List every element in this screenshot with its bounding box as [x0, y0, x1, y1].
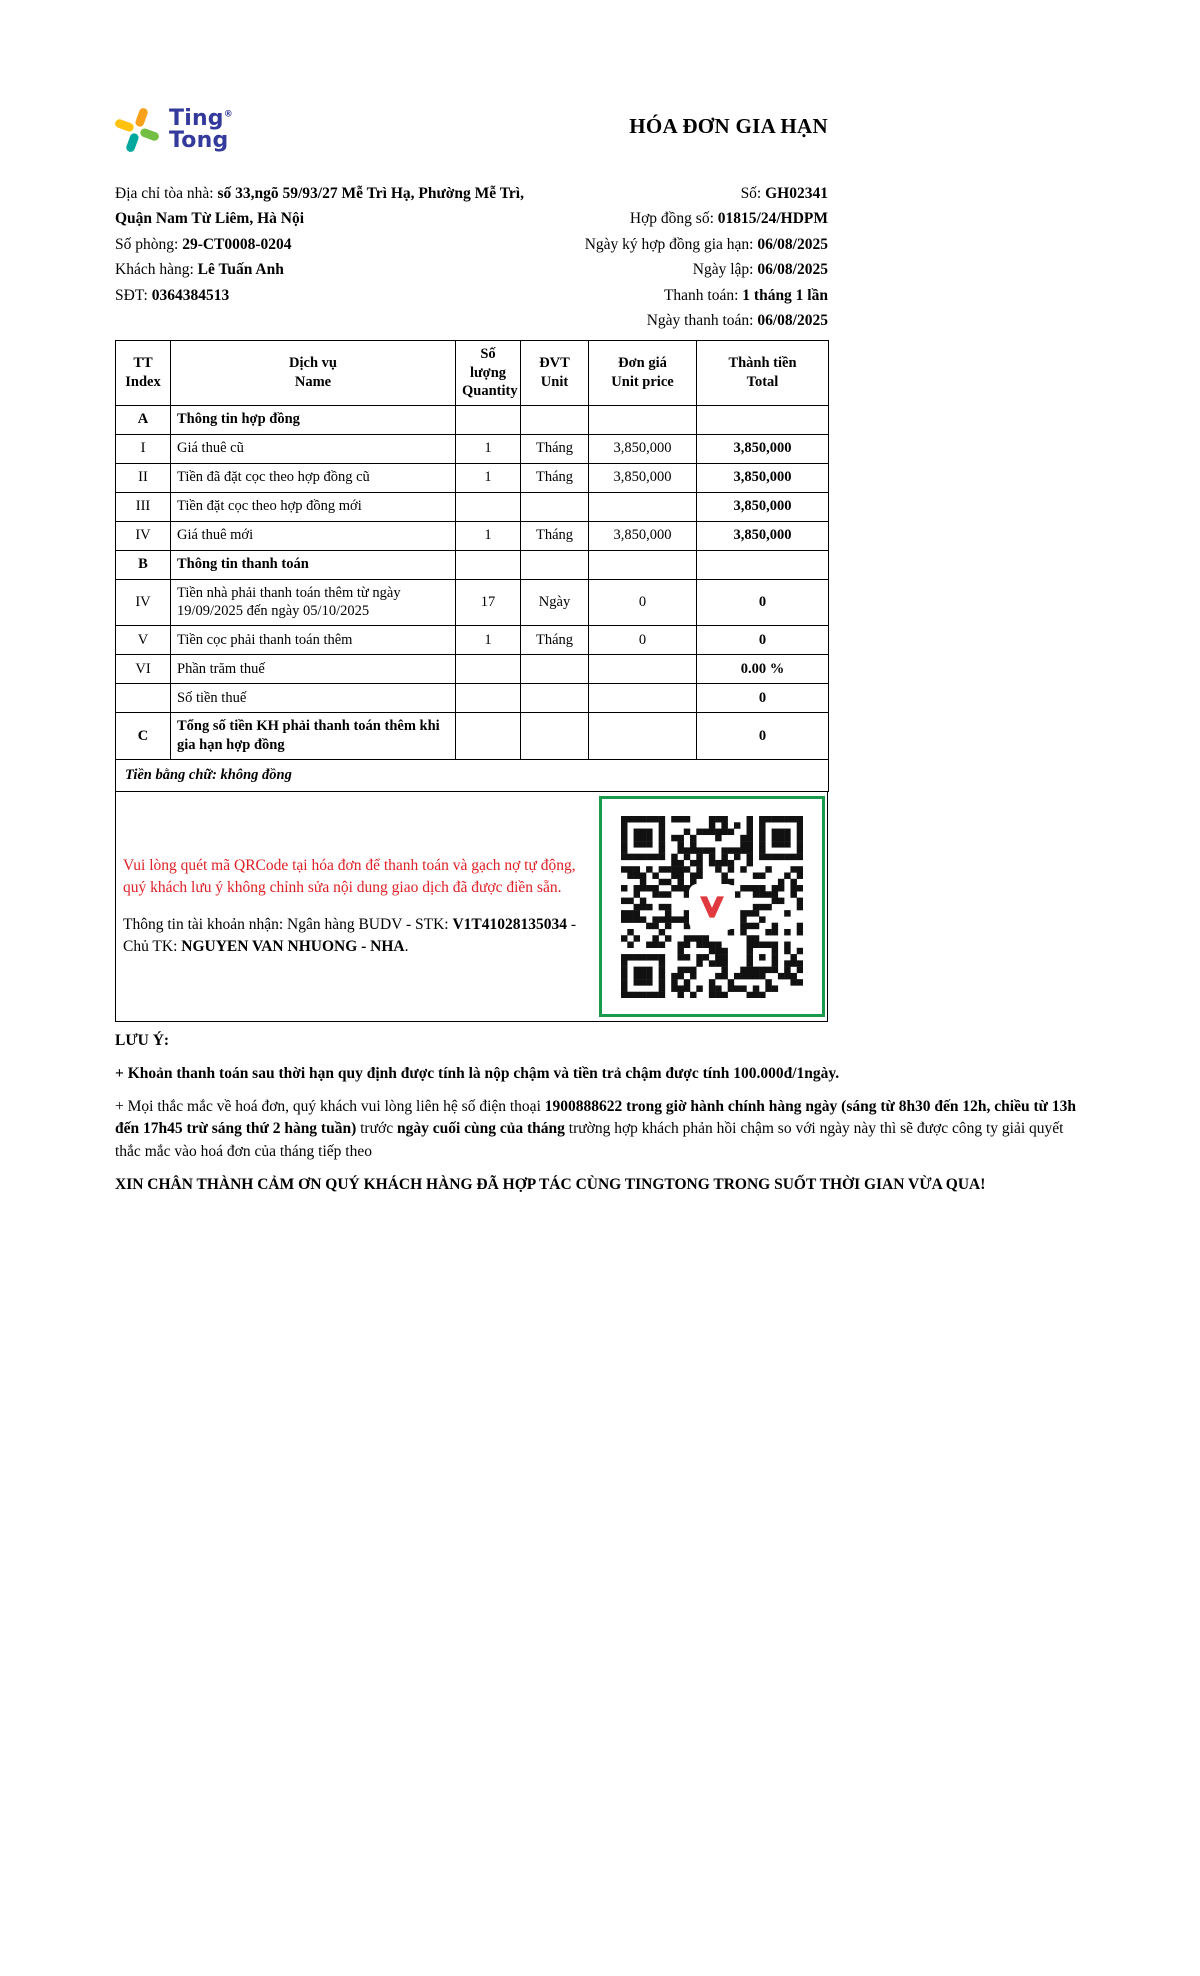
table-row: [116, 626, 829, 655]
cell-price: [589, 405, 697, 434]
cell-price: 3,850,000: [589, 434, 697, 463]
notes-section: [115, 1030, 1087, 1207]
vietqr-v-icon: [696, 891, 728, 923]
cell-unit: Tháng: [521, 434, 589, 463]
column-header: TT Index: [116, 341, 171, 406]
cell-name: Tiền nhà phải thanh toán thêm từ ngày 19/09/2025 đến ngày 05/10/2025: [171, 579, 456, 626]
info-line: Số: GH02341: [740, 185, 828, 202]
invoice-info-right: [115, 181, 828, 333]
cell-total: [697, 405, 829, 434]
cell-index: C: [116, 713, 171, 760]
cell-index: VI: [116, 655, 171, 684]
cell-total: 0: [697, 713, 829, 760]
cell-unit: [521, 713, 589, 760]
cell-name: Phần trăm thuế: [171, 655, 456, 684]
cell-qty: [456, 492, 521, 521]
cell-price: [589, 550, 697, 579]
qr-code-inner: [621, 816, 803, 998]
account-info: Thông tin tài khoản nhận: Ngân hàng BUDV - STK: V1T41028135034 - Chủ TK: NGUYEN VAN NHUONG - NHA.: [123, 915, 577, 955]
cell-name: Tiền đã đặt cọc theo hợp đồng cũ: [171, 463, 456, 492]
logo-word-tong: Tong: [169, 128, 229, 153]
cell-index: II: [116, 463, 171, 492]
cell-qty: [456, 684, 521, 713]
cell-qty: 17: [456, 579, 521, 626]
cell-total: 3,850,000: [697, 434, 829, 463]
invoice-main: [115, 340, 828, 1022]
column-header: Dịch vụ Name: [171, 341, 456, 406]
cell-qty: 1: [456, 434, 521, 463]
cell-total: 0: [697, 626, 829, 655]
cell-unit: [521, 655, 589, 684]
registered-mark: ®: [223, 109, 233, 120]
info-line: Ngày lập: 06/08/2025: [692, 261, 828, 279]
payment-instructions: [116, 845, 599, 969]
column-header: Số lượng Quantity: [456, 341, 521, 406]
closing-thanks: XIN CHÂN THÀNH CẢM ƠN QUÝ KHÁCH HÀNG ĐÃ HỢP TÁC CÙNG TINGTONG TRONG SUỐT THỜI GIAN VỪA QUA!: [115, 1175, 986, 1193]
table-row: [116, 405, 829, 434]
cell-index: III: [116, 492, 171, 521]
amount-in-words: Tiền bằng chữ: không đồng: [116, 760, 829, 792]
cell-unit: [521, 492, 589, 521]
cell-index: V: [116, 626, 171, 655]
invoice-table-header-row: [116, 341, 829, 406]
cell-total: 0.00 %: [697, 655, 829, 684]
cell-price: 3,850,000: [589, 463, 697, 492]
cell-total: 3,850,000: [697, 521, 829, 550]
cell-index: B: [116, 550, 171, 579]
cell-index: A: [116, 405, 171, 434]
cell-qty: [456, 713, 521, 760]
cell-price: 3,850,000: [589, 521, 697, 550]
table-row: [116, 463, 829, 492]
cell-qty: 1: [456, 626, 521, 655]
qr-center-logo: [689, 884, 735, 930]
info-line: Thanh toán: 1 tháng 1 lần: [663, 286, 828, 304]
table-row: [116, 492, 829, 521]
amount-in-words-row: [116, 760, 829, 792]
cell-price: [589, 713, 697, 760]
cell-name: Số tiền thuế: [171, 684, 456, 713]
cell-unit: Tháng: [521, 521, 589, 550]
cell-name: Thông tin thanh toán: [171, 550, 456, 579]
note-late-fee: + Khoản thanh toán sau thời hạn quy định được tính là nộp chậm và tiền trả chậm được tính 100.000đ/1ngày.: [115, 1065, 840, 1083]
cell-name: Tổng số tiền KH phải thanh toán thêm khi gia hạn hợp đồng: [171, 713, 456, 760]
table-row: [116, 434, 829, 463]
cell-total: 0: [697, 579, 829, 626]
table-row: [116, 684, 829, 713]
info-line: Địa chỉ tòa nhà: số 33,ngõ 59/93/27 Mễ Trì Hạ, Phường Mễ Trì,: [115, 185, 524, 202]
cell-name: Giá thuê mới: [171, 521, 456, 550]
cell-name: Giá thuê cũ: [171, 434, 456, 463]
cell-price: [589, 684, 697, 713]
cell-unit: [521, 550, 589, 579]
table-row: [116, 655, 829, 684]
cell-name: Tiền đặt cọc theo hợp đồng mới: [171, 492, 456, 521]
cell-price: [589, 655, 697, 684]
info-line: SĐT: 0364384513: [115, 286, 230, 304]
cell-unit: Tháng: [521, 463, 589, 492]
cell-total: 3,850,000: [697, 492, 829, 521]
cell-qty: 1: [456, 521, 521, 550]
cell-qty: 1: [456, 463, 521, 492]
cell-total: 0: [697, 684, 829, 713]
logo-word-ting: Ting: [169, 105, 224, 131]
info-line: Khách hàng: Lê Tuấn Anh: [115, 261, 284, 279]
table-row: [116, 521, 829, 550]
cell-index: IV: [116, 521, 171, 550]
info-line: Số phòng: 29-CT0008-0204: [115, 235, 292, 253]
cell-total: [697, 550, 829, 579]
info-line: Ngày ký hợp đồng gia hạn: 06/08/2025: [584, 235, 828, 253]
cell-index: IV: [116, 579, 171, 626]
invoice-table: [115, 340, 829, 792]
table-row: [116, 713, 829, 760]
column-header: Đơn giá Unit price: [589, 341, 697, 406]
cell-index: [116, 684, 171, 713]
cell-total: 3,850,000: [697, 463, 829, 492]
cell-name: Thông tin hợp đồng: [171, 405, 456, 434]
cell-unit: [521, 684, 589, 713]
note-contact: + Mọi thắc mắc về hoá đơn, quý khách vui lòng liên hệ số điện thoại 1900888622 trong giờ hành chính hàng ngày (sáng từ 8h30 đến 12h, chiều từ 13h đến 17h45 trừ sáng thứ 2 hàng tuần) trước ngày cuối cùng của tháng trường hợp khách phản hồi chậm so với ngày này thì sẽ được công ty giải quyết thắc mắc vào hoá đơn của tháng tiếp theo: [115, 1098, 1076, 1160]
table-row: [116, 550, 829, 579]
cell-price: 0: [589, 626, 697, 655]
cell-name: Tiền cọc phải thanh toán thêm: [171, 626, 456, 655]
qr-instruction: Vui lòng quét mã QRCode tại hóa đơn để thanh toán và gạch nợ tự động, quý khách lưu ý không chỉnh sửa nội dung giao dịch đã được điền sẵn.: [123, 856, 576, 897]
cell-qty: [456, 655, 521, 684]
cell-price: 0: [589, 579, 697, 626]
cell-qty: [456, 405, 521, 434]
cell-unit: [521, 405, 589, 434]
info-line: Quận Nam Từ Liêm, Hà Nội: [115, 210, 305, 228]
document-title: HÓA ĐƠN GIA HẠN: [629, 114, 828, 138]
column-header: Thành tiền Total: [697, 341, 829, 406]
table-row: [116, 579, 829, 626]
cell-unit: Tháng: [521, 626, 589, 655]
cell-index: I: [116, 434, 171, 463]
column-header: ĐVT Unit: [521, 341, 589, 406]
info-line: Ngày thanh toán: 06/08/2025: [646, 312, 828, 330]
cell-unit: Ngày: [521, 579, 589, 626]
cell-price: [589, 492, 697, 521]
invoice-table-body: [116, 405, 829, 759]
payment-qr-section: [115, 791, 828, 1022]
info-line: Hợp đồng số: 01815/24/HDPM: [629, 210, 828, 228]
qr-code: [599, 796, 825, 1017]
notes-heading: LƯU Ý:: [115, 1032, 170, 1049]
cell-qty: [456, 550, 521, 579]
